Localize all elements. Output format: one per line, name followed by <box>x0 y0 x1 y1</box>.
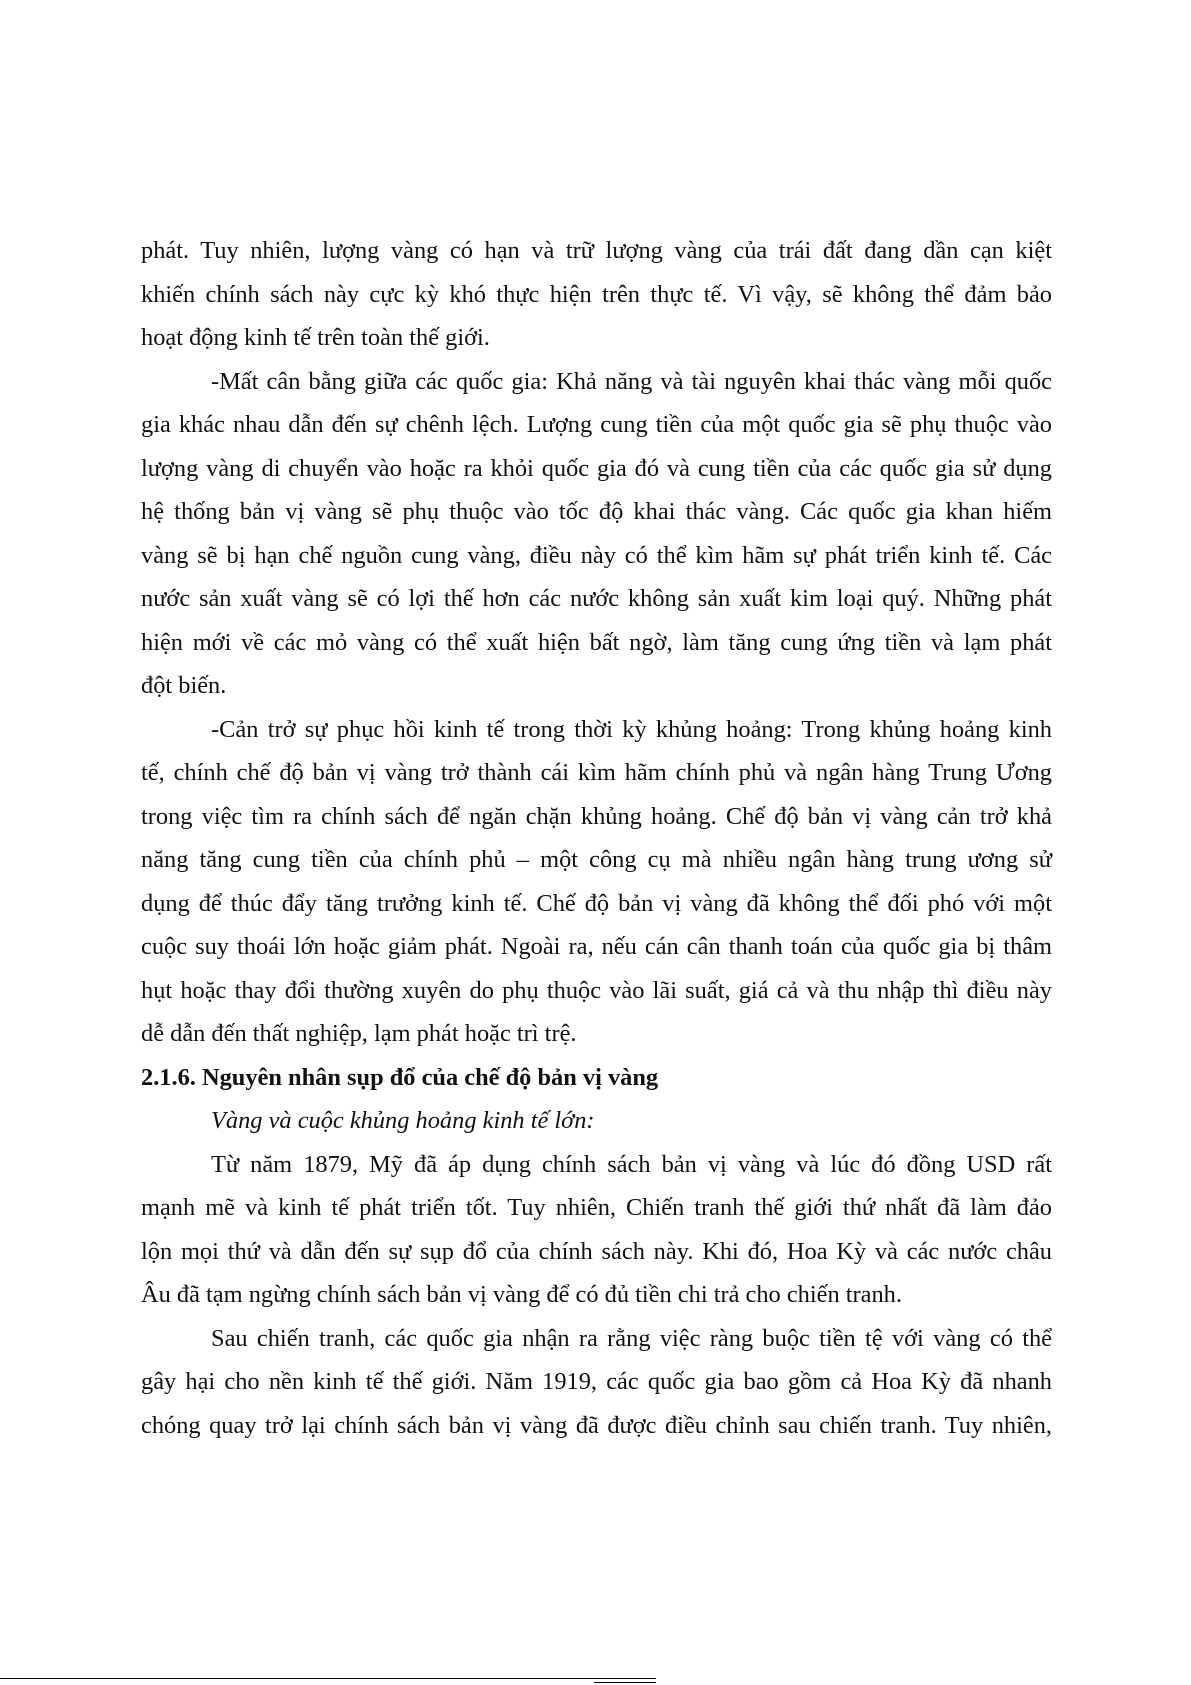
paragraph-line: Sau chiến tranh, các quốc gia nhận ra rằng việc ràng buộc tiền tệ với vàng có thể <box>211 1324 1052 1352</box>
paragraph-line: vàng sẽ bị hạn chế nguồn cung vàng, điều này có thể kìm hãm sự phát triển kinh tế. Các <box>141 541 1052 569</box>
paragraph-line: dễ dẫn đến thất nghiệp, lạm phát hoặc trì trệ. <box>141 1020 577 1047</box>
paragraph-line: gia khác nhau dẫn đến sự chênh lệch. Lượng cung tiền của một quốc gia sẽ phụ thuộc vào <box>141 411 1052 438</box>
footer-divider-short <box>594 1682 656 1683</box>
paragraph-line: năng tăng cung tiền của chính phủ – một công cụ mà nhiều ngân hàng trung ương sử <box>141 846 1052 873</box>
paragraph-line: đột biến. <box>141 672 227 699</box>
footer-divider <box>0 1678 656 1679</box>
paragraph-line: mạnh mẽ và kinh tế phát triển tốt. Tuy nhiên, Chiến tranh thế giới thứ nhất đã làm đảo <box>141 1194 1052 1221</box>
paragraph-line: -Mất cân bằng giữa các quốc gia: Khả năng và tài nguyên khai thác vàng mỗi quốc <box>211 367 1052 395</box>
paragraph-line: chóng quay trở lại chính sách bản vị vàng đã được điều chỉnh sau chiến tranh. Tuy nhiên, <box>141 1411 1052 1439</box>
paragraph-line: tế, chính chế độ bản vị vàng trở thành cái kìm hãm chính phủ và ngân hàng Trung Ương <box>141 759 1052 786</box>
paragraph-line: hiện mới về các mỏ vàng có thể xuất hiện bất ngờ, làm tăng cung ứng tiền và lạm phát <box>141 628 1052 656</box>
paragraph-line: dụng để thúc đẩy tăng trưởng kinh tế. Chế độ bản vị vàng đã không thể đối phó với một <box>141 889 1052 917</box>
section-heading: 2.1.6. Nguyên nhân sụp đổ của chế độ bản vị vàng <box>141 1063 659 1091</box>
paragraph-line: Âu đã tạm ngừng chính sách bản vị vàng để có đủ tiền chi trả cho chiến tranh. <box>141 1281 902 1308</box>
paragraph-line: nước sản xuất vàng sẽ có lợi thế hơn các nước không sản xuất kim loại quý. Những phát <box>141 585 1052 612</box>
paragraph-line: hụt hoặc thay đổi thường xuyên do phụ thuộc vào lãi suất, giá cả và thu nhập thì điều này <box>141 976 1052 1004</box>
paragraph-line: lượng vàng di chuyển vào hoặc ra khỏi quốc gia đó và cung tiền của các quốc gia sử dụng <box>141 454 1052 482</box>
paragraph-line: hệ thống bản vị vàng sẽ phụ thuộc vào tốc độ khai thác vàng. Các quốc gia khan hiếm <box>141 498 1052 525</box>
paragraph-line: lộn mọi thứ và dẫn đến sự sụp đổ của chính sách này. Khi đó, Hoa Kỳ và các nước châu <box>141 1237 1052 1265</box>
paragraph-line: gây hại cho nền kinh tế thế giới. Năm 1919, các quốc gia bao gồm cả Hoa Kỳ đã nhanh <box>141 1368 1052 1395</box>
subheading: Vàng và cuộc khủng hoảng kinh tế lớn: <box>211 1107 595 1134</box>
paragraph-line: cuộc suy thoái lớn hoặc giảm phát. Ngoài ra, nếu cán cân thanh toán của quốc gia bị thâm <box>141 933 1052 960</box>
page-content <box>141 229 1052 1447</box>
paragraph-line: trong việc tìm ra chính sách để ngăn chặn khủng hoảng. Chế độ bản vị vàng cản trở khả <box>141 802 1052 830</box>
paragraph-line: Từ năm 1879, Mỹ đã áp dụng chính sách bản vị vàng và lúc đó đồng USD rất <box>211 1150 1052 1178</box>
paragraph-line: hoạt động kinh tế trên toàn thế giới. <box>141 324 490 351</box>
paragraph-line: khiến chính sách này cực kỳ khó thực hiện trên thực tế. Vì vậy, sẽ không thể đảm bảo <box>141 280 1052 308</box>
paragraph-line: -Cản trở sự phục hồi kinh tế trong thời kỳ khủng hoảng: Trong khủng hoảng kinh <box>211 715 1052 743</box>
paragraph-line: phát. Tuy nhiên, lượng vàng có hạn và trữ lượng vàng của trái đất đang dần cạn kiệt <box>141 237 1052 264</box>
